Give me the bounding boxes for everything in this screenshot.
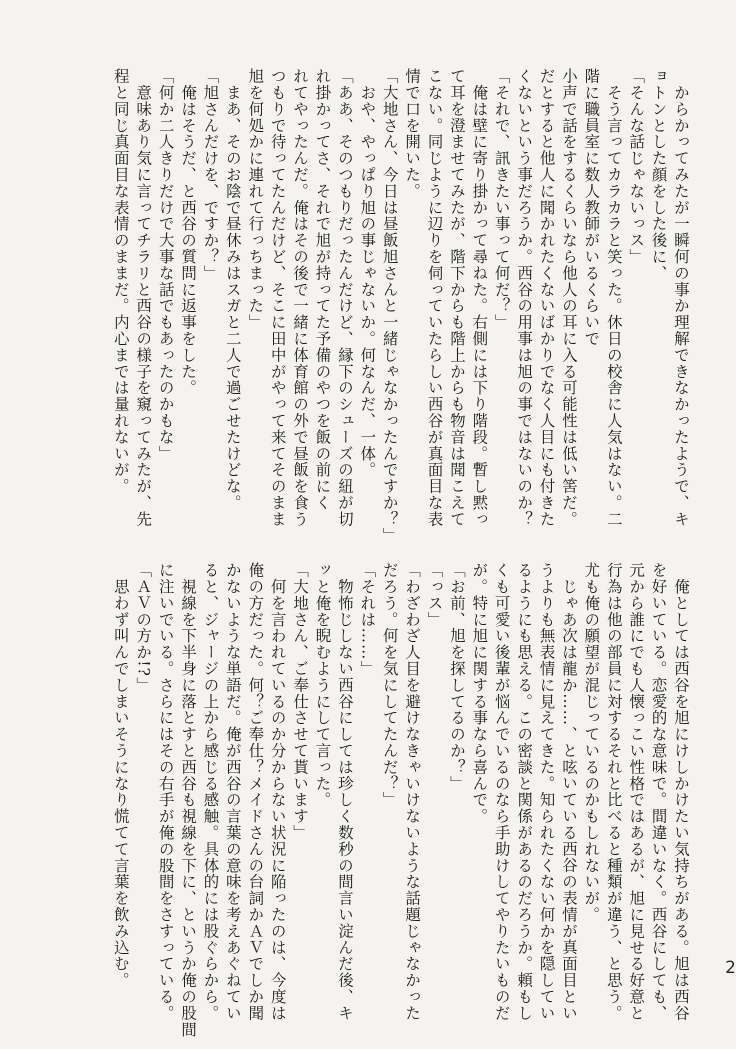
text-column: 「何か二人きりだけで大事な話でもあったのかもな」 [156,68,175,462]
text-column: 「大地さん、今日は昼飯旭さんと一緒じゃなかったんですか？」 [380,68,399,544]
text-column: 階に職員室に数人教師がいるくらいで [582,68,601,347]
text-column: こない。同じように辺りを伺っていたらしい西谷が真面目な表 [425,68,444,528]
text-column: ッと俺を睨むようにして言った。 [313,562,332,808]
text-column: 俺としては西谷を旭にけしかけたい気持ちがある。旭は西谷 [672,562,690,1022]
text-column: からかってみたが一瞬何の事か理解できなかったようで、キ [672,68,690,528]
text-column: が。特に旭に関する事なら喜んで。 [470,562,489,825]
text-block-top [72,68,692,544]
text-column: おや、やっぱり旭の事じゃないか。何なんだ、一体。 [358,68,377,478]
text-column: 俺は壁に寄り掛かって尋ねた。右側には下り階段。暫し黙っ [470,68,489,528]
text-column: じゃあ次は龍か……、と呟いている西谷の表情が真面目とい [559,562,578,1022]
text-column: くないという事だろうか。西谷の用事は旭の事ではないのか？ [515,68,534,528]
text-column: れ掛かってさ、それで旭が持ってた予備のやつを飯の前にく [313,68,332,511]
text-column: 「ＡＶの方か!?」 [134,562,153,694]
text-column: そう言ってカラカラと笑った。休日の校舎に人気はない。二 [604,68,623,528]
text-column: 行為は他の部員に対するそれと比べると種類が違う、と思う。 [604,562,623,1022]
text-column: 「それは……」 [358,562,377,677]
text-column: るようにも思える。この密談と関係があるのだろうか。頼もし [515,562,534,1022]
page-number: 2 [725,958,736,978]
text-column: ると、ジャージの上から感じる感触。具体的には股ぐらから。 [201,562,220,1022]
text-column: 情で口を開いた。 [403,68,422,200]
text-column: 「っス」 [425,562,444,628]
text-column: て耳を澄ませてみたが、階下からも階上からも物音は聞こえて [447,68,466,528]
text-column: 旭を何処かに連れて行っちまった」 [246,68,265,331]
text-column: 「そんな話じゃないっス」 [627,68,646,265]
text-column: 何を言われているのか分からない状況に陥ったのは、今度は [268,562,287,1022]
text-column: 視線を下半身に落とすと西谷も視線を下に、というか俺の股間 [179,562,198,1038]
text-column: うよりも無表情に見えてきた。知られたくない何かを隠してい [537,562,556,1022]
text-column: だろう。何を気にしてたんだ？」 [380,562,399,808]
text-column: 俺の方だった。何？ご奉仕？メイドさんの台詞かＡＶでしか聞 [246,562,265,1022]
text-column: 程と同じ真面目な表情のままだ。内心までは量れないが。 [111,68,130,495]
text-column: 「旭さんだけを、ですか？」 [201,68,220,282]
text-column: 物怖じしない西谷にしては珍しく数秒の間言い淀んだ後、キ [335,562,354,1022]
text-column: 「大地さん、ご奉仕させて貰います」 [291,562,310,841]
text-column: 小声で話をするくらいなら他人の耳に入る可能性は低い筈だ。 [559,68,578,528]
text-column: 「わざわざ人目を避けなきゃいけないような話題じゃなかった [403,562,422,1022]
text-column: 元から誰にでも人懐っこい性格ではあるが、旭に見せる好意と [627,562,646,1022]
text-column: かないような単語だ。俺が西谷の言葉の意味を考えあぐねてい [223,562,242,1022]
text-column: くも可愛い後輩が悩んでいるのなら手助けしてやりたいものだ [492,562,511,1022]
text-column: れてやったんだ。俺はその後で一緒に体育館の外で昼飯を食う [291,68,310,528]
text-column: 「それで、訊きたい事って何だ？」 [492,68,511,331]
text-column: 「ああ、そのつもりだったんだけど、縁下のシューズの紐が切 [335,68,354,528]
text-column: だとすると他人に聞かれたくないばかりでなく人目にも付きた [537,68,556,528]
text-column: まあ、そのお陰で昼休みはスガと二人で過ごせたけどな。 [223,68,242,511]
text-column: 尤も俺の願望が混じっているのかもしれないが。 [582,562,601,923]
text-column: 思わず叫んでしまいそうになり慌てて言葉を飲み込む。 [111,562,130,989]
text-column: 俺はそうだ、と西谷の質問に返事をした。 [179,68,198,396]
text-column: を好いている。恋愛的な意味で。間違いなく。西谷にしても、 [649,562,668,1022]
text-column: ョトンとした顔をした後に、 [649,68,668,282]
text-block-bottom [111,562,692,1038]
text-column: つもりで待ってたんだけど、そこに田中がやって来てそのまま [268,68,287,528]
text-column: 「お前、旭を探してるのか？」 [447,562,466,792]
text-column: 意味あり気に言ってチラリと西谷の様子を窺ってみたが、先 [134,68,153,528]
text-column: に注いでいる。さらにはその右手が俺の股間をさすっている。 [156,562,175,1022]
